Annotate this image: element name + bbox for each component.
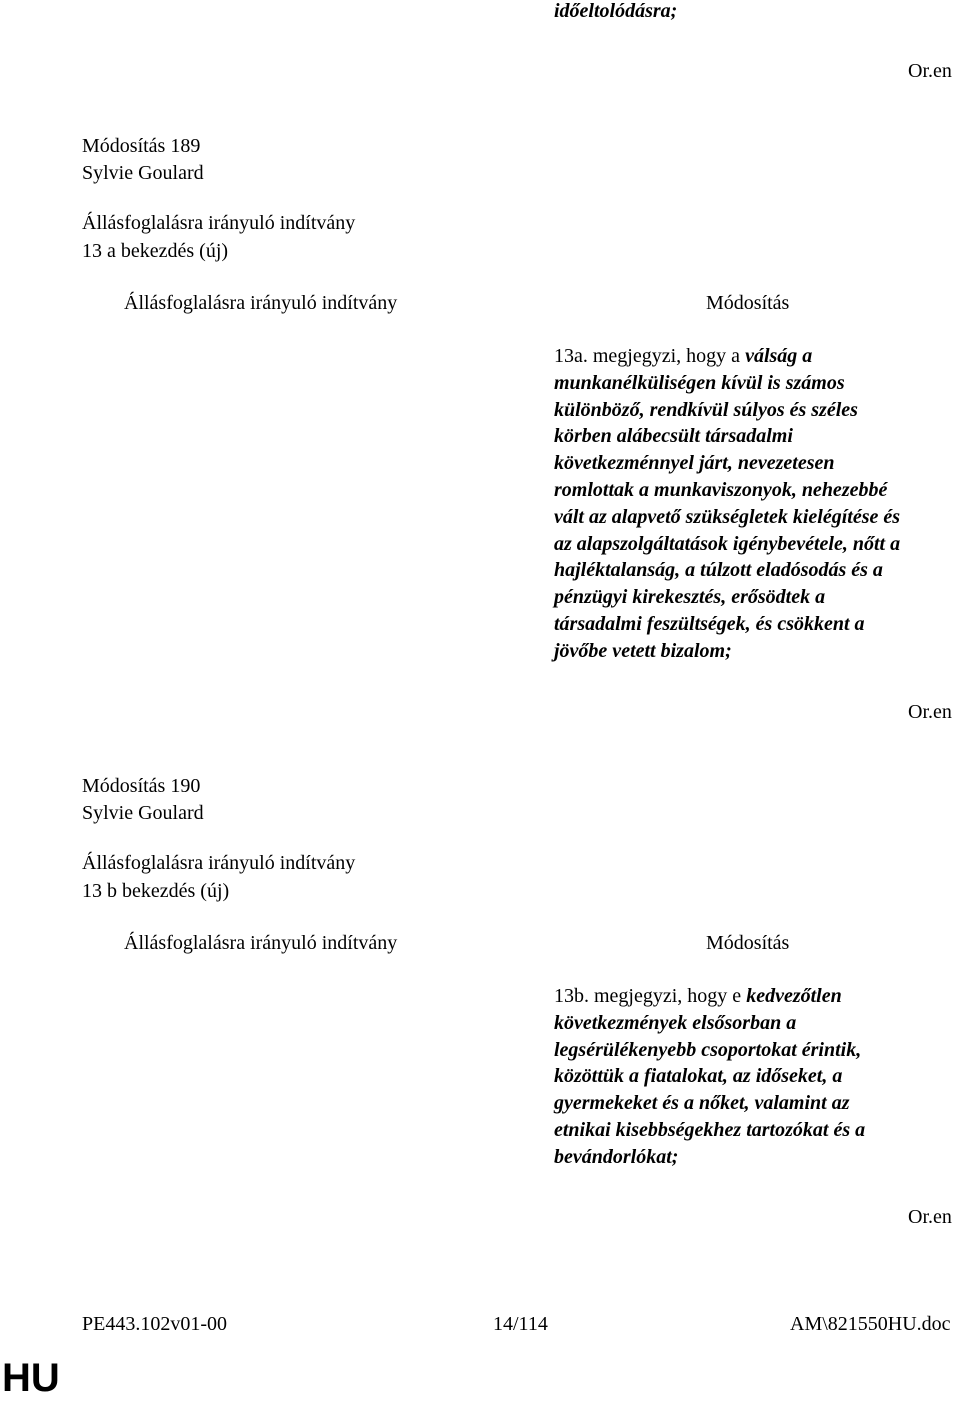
text-line: 13a. megjegyzi, hogy a válság a <box>554 345 813 367</box>
amendment-para-ref: 13 a bekezdés (új) <box>82 240 229 262</box>
text-line: pénzügyi kirekesztés, erősödtek a <box>554 586 826 609</box>
amendment-title: Módosítás 190 <box>82 775 201 797</box>
column-header-left: Állásfoglalásra irányuló indítvány <box>124 932 398 954</box>
text-line: 13b. megjegyzi, hogy e kedvezőtlen <box>554 985 842 1007</box>
text-line: következménnyel járt, nevezetesen <box>554 452 835 475</box>
text-line: etnikai kisebbségekhez tartozókat és a <box>554 1118 866 1141</box>
amendment-author: Sylvie Goulard <box>82 162 204 184</box>
amendment-doc-ref: Állásfoglalásra irányuló indítvány <box>82 212 356 234</box>
text-line: vált az alapvető szükségletek kielégítése és <box>554 505 901 528</box>
origin-label-top: Or.en <box>908 60 952 82</box>
text-line: jövőbe vetett bizalom; <box>554 639 732 662</box>
carryover-text: időeltolódásra; <box>554 0 678 22</box>
text-line: gyermekeket és a nőket, valamint az <box>554 1092 850 1115</box>
text-line: bevándorlókat; <box>554 1145 679 1168</box>
amendment-title: Módosítás 189 <box>82 135 201 157</box>
amendment-text <box>554 983 954 1171</box>
text-line: körben alábecsült társadalmi <box>554 425 793 448</box>
text-line: hajléktalanság, a túlzott eladósodás és a <box>554 559 883 582</box>
amendment-text <box>554 343 954 665</box>
footer-file-name: AM\821550HU.doc <box>790 1313 951 1335</box>
text-line: az alapszolgáltatások igénybevétele, nőtt a <box>554 532 901 555</box>
column-header-left: Állásfoglalásra irányuló indítvány <box>124 292 398 314</box>
column-header-right: Módosítás <box>706 292 790 314</box>
language-code: HU <box>2 1356 60 1400</box>
text-line: romlottak a munkaviszonyok, nehezebbé <box>554 478 888 501</box>
footer-page-number: 14/114 <box>493 1313 548 1335</box>
amendment-para-ref: 13 b bekezdés (új) <box>82 880 230 902</box>
origin-label: Or.en <box>908 701 952 723</box>
origin-label: Or.en <box>908 1206 952 1228</box>
text-line: legsérülékenyebb csoportokat érintik, <box>554 1038 862 1061</box>
amendment-doc-ref: Állásfoglalásra irányuló indítvány <box>82 852 356 874</box>
column-header-right: Módosítás <box>706 932 790 954</box>
footer-doc-code: PE443.102v01-00 <box>82 1313 227 1335</box>
text-line: közöttük a fiatalokat, az időseket, a <box>554 1065 843 1088</box>
text-line: különböző, rendkívül súlyos és széles <box>554 398 858 421</box>
text-line: társadalmi feszültségek, és csökkent a <box>554 612 865 635</box>
text-line: következmények elsősorban a <box>554 1011 797 1034</box>
text-line: munkanélküliségen kívül is számos <box>554 371 845 394</box>
amendment-author: Sylvie Goulard <box>82 802 204 824</box>
